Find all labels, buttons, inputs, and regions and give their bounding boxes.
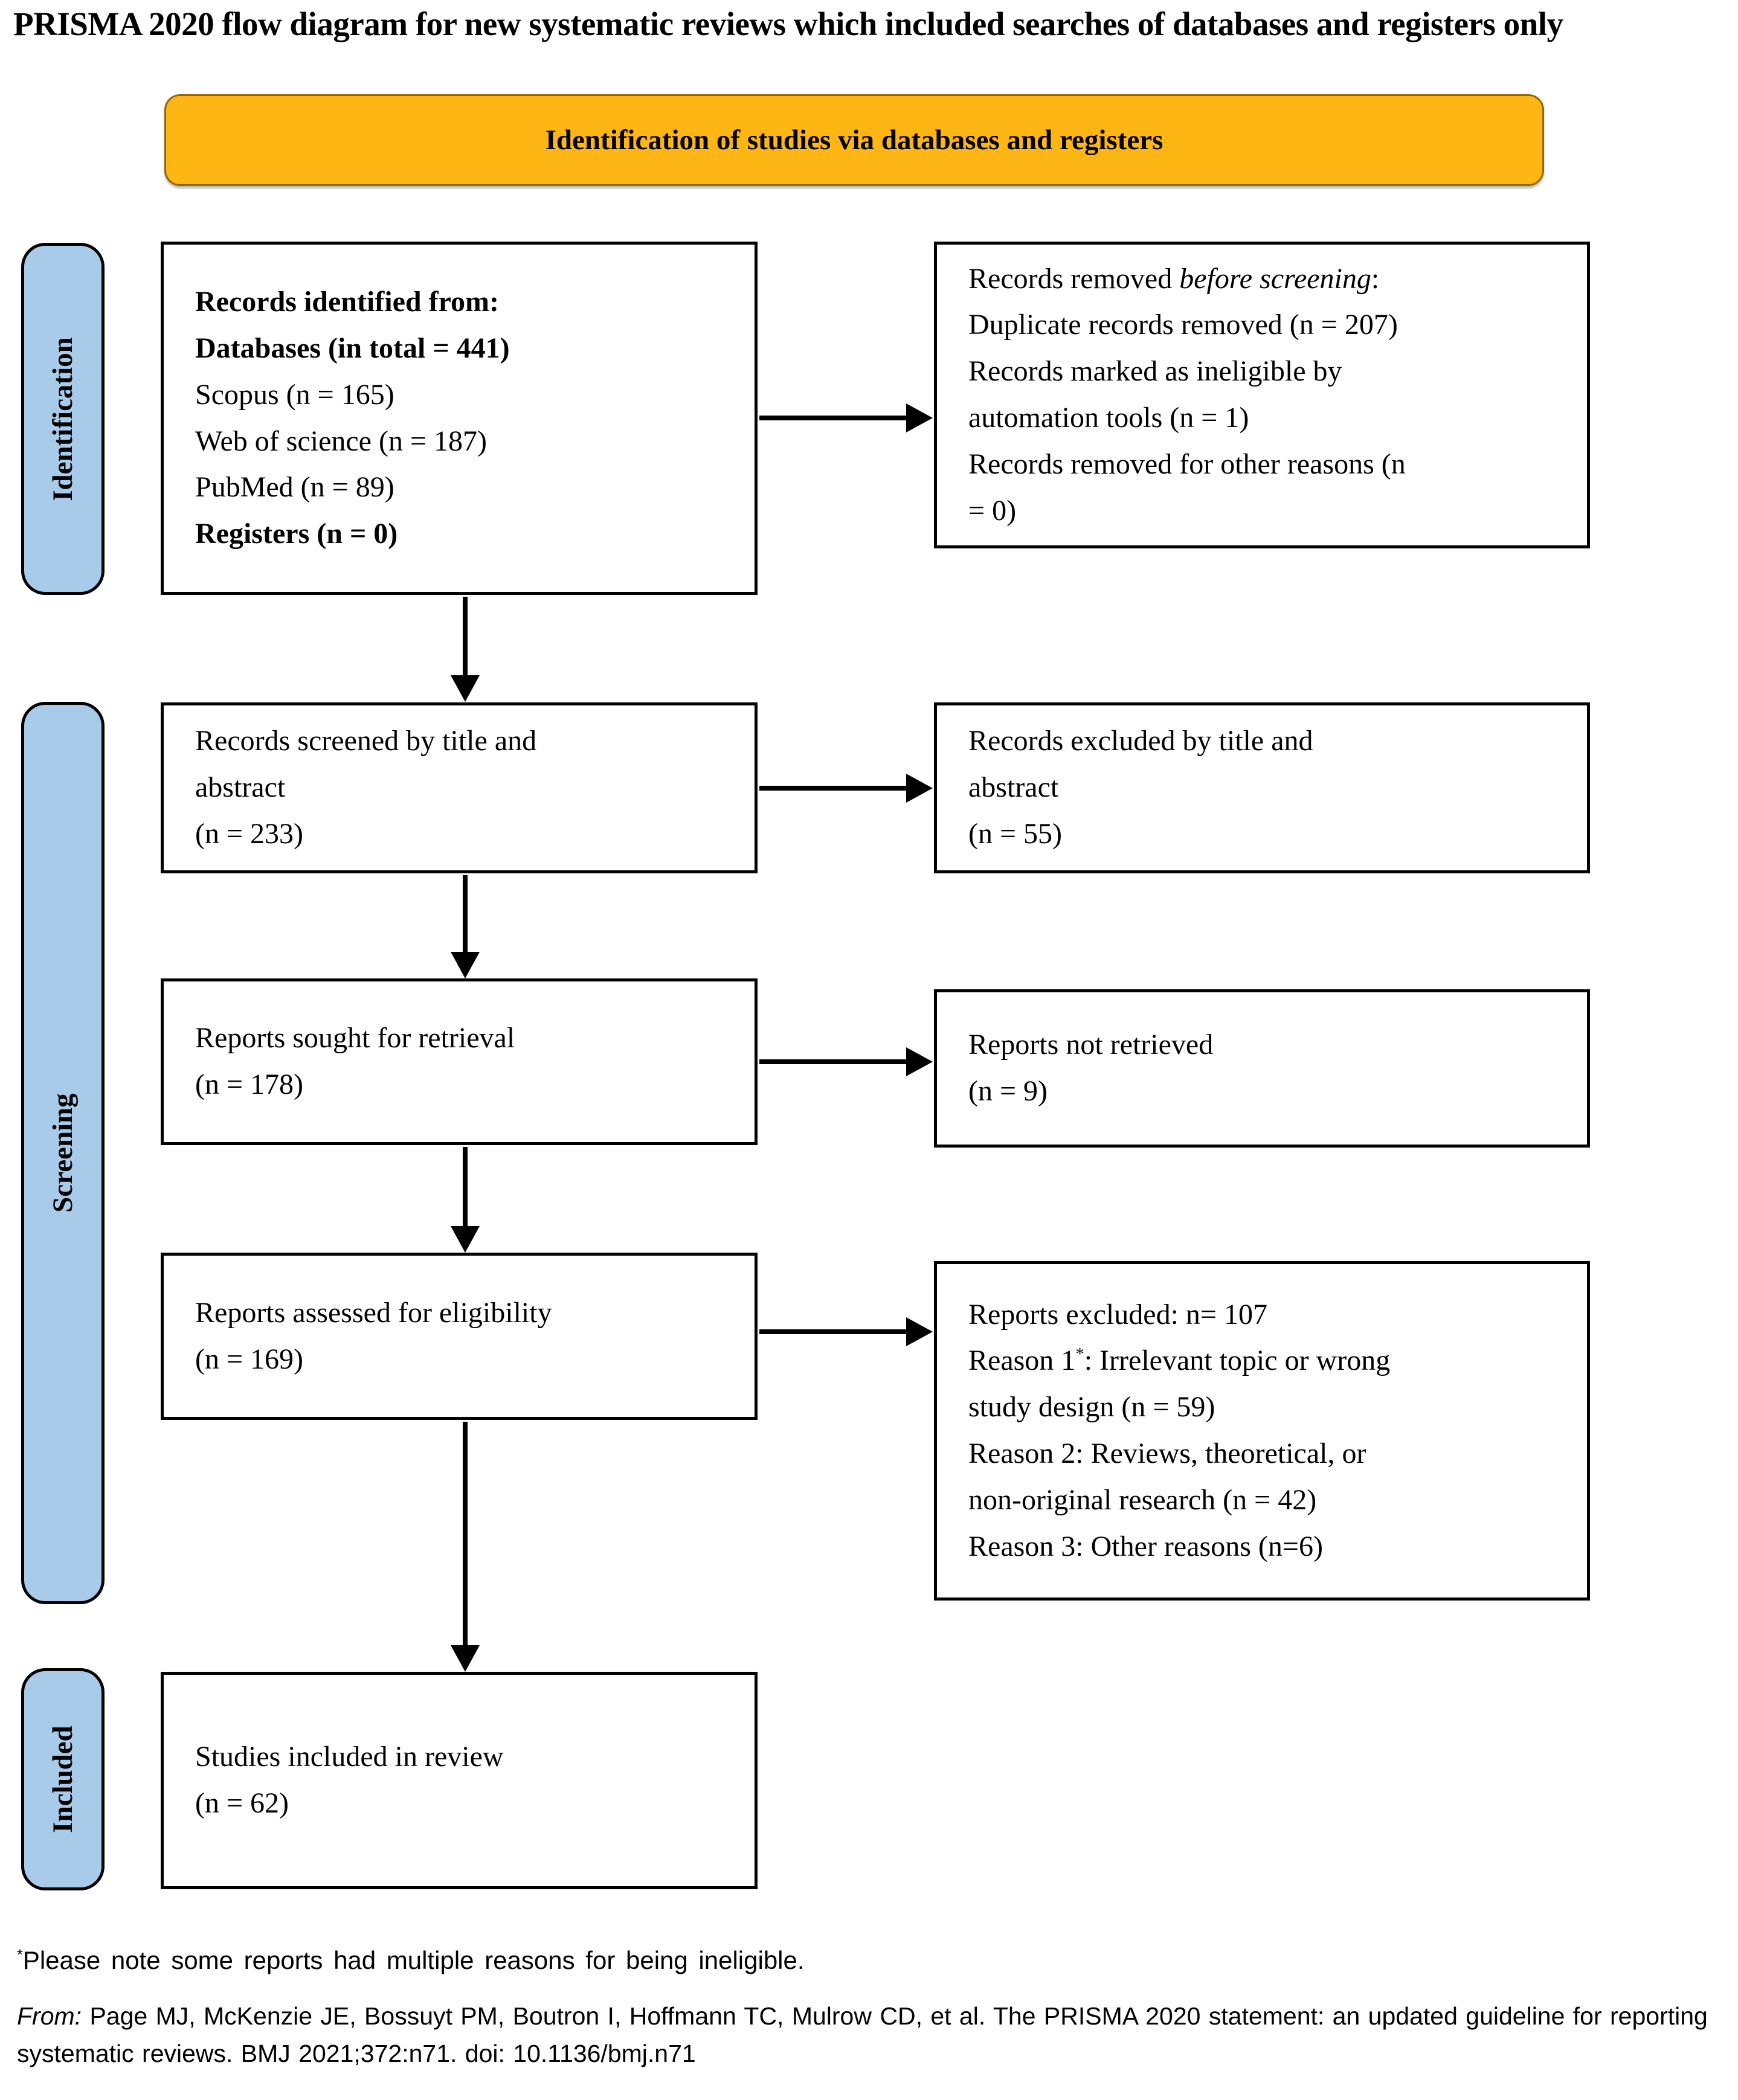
box-line: Reason 2: Reviews, theoretical, or (968, 1437, 1366, 1469)
footnote-asterisk: * (17, 1947, 23, 1964)
box-reports-assessed (161, 1253, 758, 1420)
box-line: (n = 55) (968, 817, 1063, 850)
italic-before-screening: before screening (1179, 262, 1371, 295)
stage-tab-identification-label: Identification (47, 336, 79, 501)
box-line: Reports assessed for eligibility (195, 1296, 552, 1329)
stage-tab-identification (21, 243, 105, 595)
box-reports-sought (161, 978, 758, 1145)
box-line: study design (n = 59) (968, 1391, 1215, 1424)
box-records-identified-text (164, 274, 755, 562)
footnote-multiple-reasons (17, 1946, 805, 1975)
box-line: Records identified from: (195, 286, 500, 318)
citation (17, 1998, 1723, 2072)
box-line: abstract (195, 771, 286, 804)
box-line: (n = 233) (195, 817, 304, 850)
page-title: PRISMA 2020 flow diagram for new systematic reviews which included searches of databases and registers only (13, 5, 1563, 42)
box-line: Records screened by title and (195, 725, 537, 757)
box-line: Records marked as ineligible by (968, 355, 1342, 388)
box-reports-excluded-reasons (934, 1261, 1590, 1601)
box-line: Duplicate records removed (n = 207) (968, 309, 1398, 341)
box-studies-included-text (164, 1729, 755, 1832)
box-line: Reports sought for retrieval (195, 1022, 515, 1055)
box-line: Reason 3: Other reasons (n=6) (968, 1530, 1323, 1562)
box-records-identified (161, 242, 758, 595)
box-studies-included (161, 1672, 758, 1889)
asterisk-superscript: * (1075, 1344, 1084, 1364)
box-line: Web of science (n = 187) (195, 425, 488, 457)
banner-label: Identification of studies via databases and registers (545, 124, 1163, 156)
box-line: (n = 169) (195, 1343, 304, 1375)
box-line: (n = 62) (195, 1787, 289, 1819)
box-line: Reports not retrieved (968, 1029, 1214, 1061)
box-reports-assessed-text (164, 1285, 755, 1388)
box-reports-not-retrieved-text (937, 1017, 1587, 1120)
box-line: Records excluded by title and (968, 725, 1313, 757)
box-line: PubMed (n = 89) (195, 471, 394, 504)
box-records-excluded (934, 702, 1590, 873)
box-records-screened (161, 702, 758, 873)
stage-tab-included (21, 1668, 105, 1890)
stage-tab-included-label: Included (47, 1726, 79, 1833)
box-line: Records removed before screening: (968, 262, 1380, 295)
box-line: Databases (in total = 441) (195, 332, 510, 364)
box-records-screened-text (164, 713, 755, 862)
stage-tab-screening (21, 702, 105, 1604)
box-line: (n = 9) (968, 1075, 1048, 1107)
box-line: Registers (n = 0) (195, 518, 398, 550)
footnote-text: Please note some reports had multiple reasons for being ineligible. (22, 1946, 805, 1974)
box-line: Reason 1*: Irrelevant topic or wrong (968, 1344, 1391, 1377)
box-line: automation tools (n = 1) (968, 402, 1249, 434)
box-records-removed-text (937, 251, 1587, 539)
box-line: Scopus (n = 165) (195, 378, 394, 411)
box-records-removed (934, 242, 1590, 548)
banner-identification-of-studies (164, 94, 1544, 186)
box-line: Records removed for other reasons (n (968, 448, 1406, 480)
box-records-excluded-text (937, 713, 1587, 862)
citation-from-label: From: (17, 2002, 82, 2030)
box-line: abstract (968, 771, 1059, 804)
box-reports-not-retrieved (934, 989, 1590, 1148)
box-line: = 0) (968, 494, 1017, 527)
box-line: non-original research (n = 42) (968, 1483, 1317, 1516)
box-line: Reports excluded: n= 107 (968, 1298, 1267, 1331)
box-reports-excluded-reasons-text (937, 1287, 1587, 1575)
box-line: (n = 178) (195, 1068, 304, 1100)
box-line: Studies included in review (195, 1741, 504, 1773)
stage-tab-screening-label: Screening (47, 1093, 79, 1213)
citation-text: Page MJ, McKenzie JE, Bossuyt PM, Boutron I, Hoffmann TC, Mulrow CD, et al. The PRISMA 2020 statement: an updated guideline for reporting systematic reviews. BMJ 2021;372:n71. doi: 10.1136/bmj.n71 (17, 2002, 1708, 2067)
box-reports-sought-text (164, 1010, 755, 1113)
